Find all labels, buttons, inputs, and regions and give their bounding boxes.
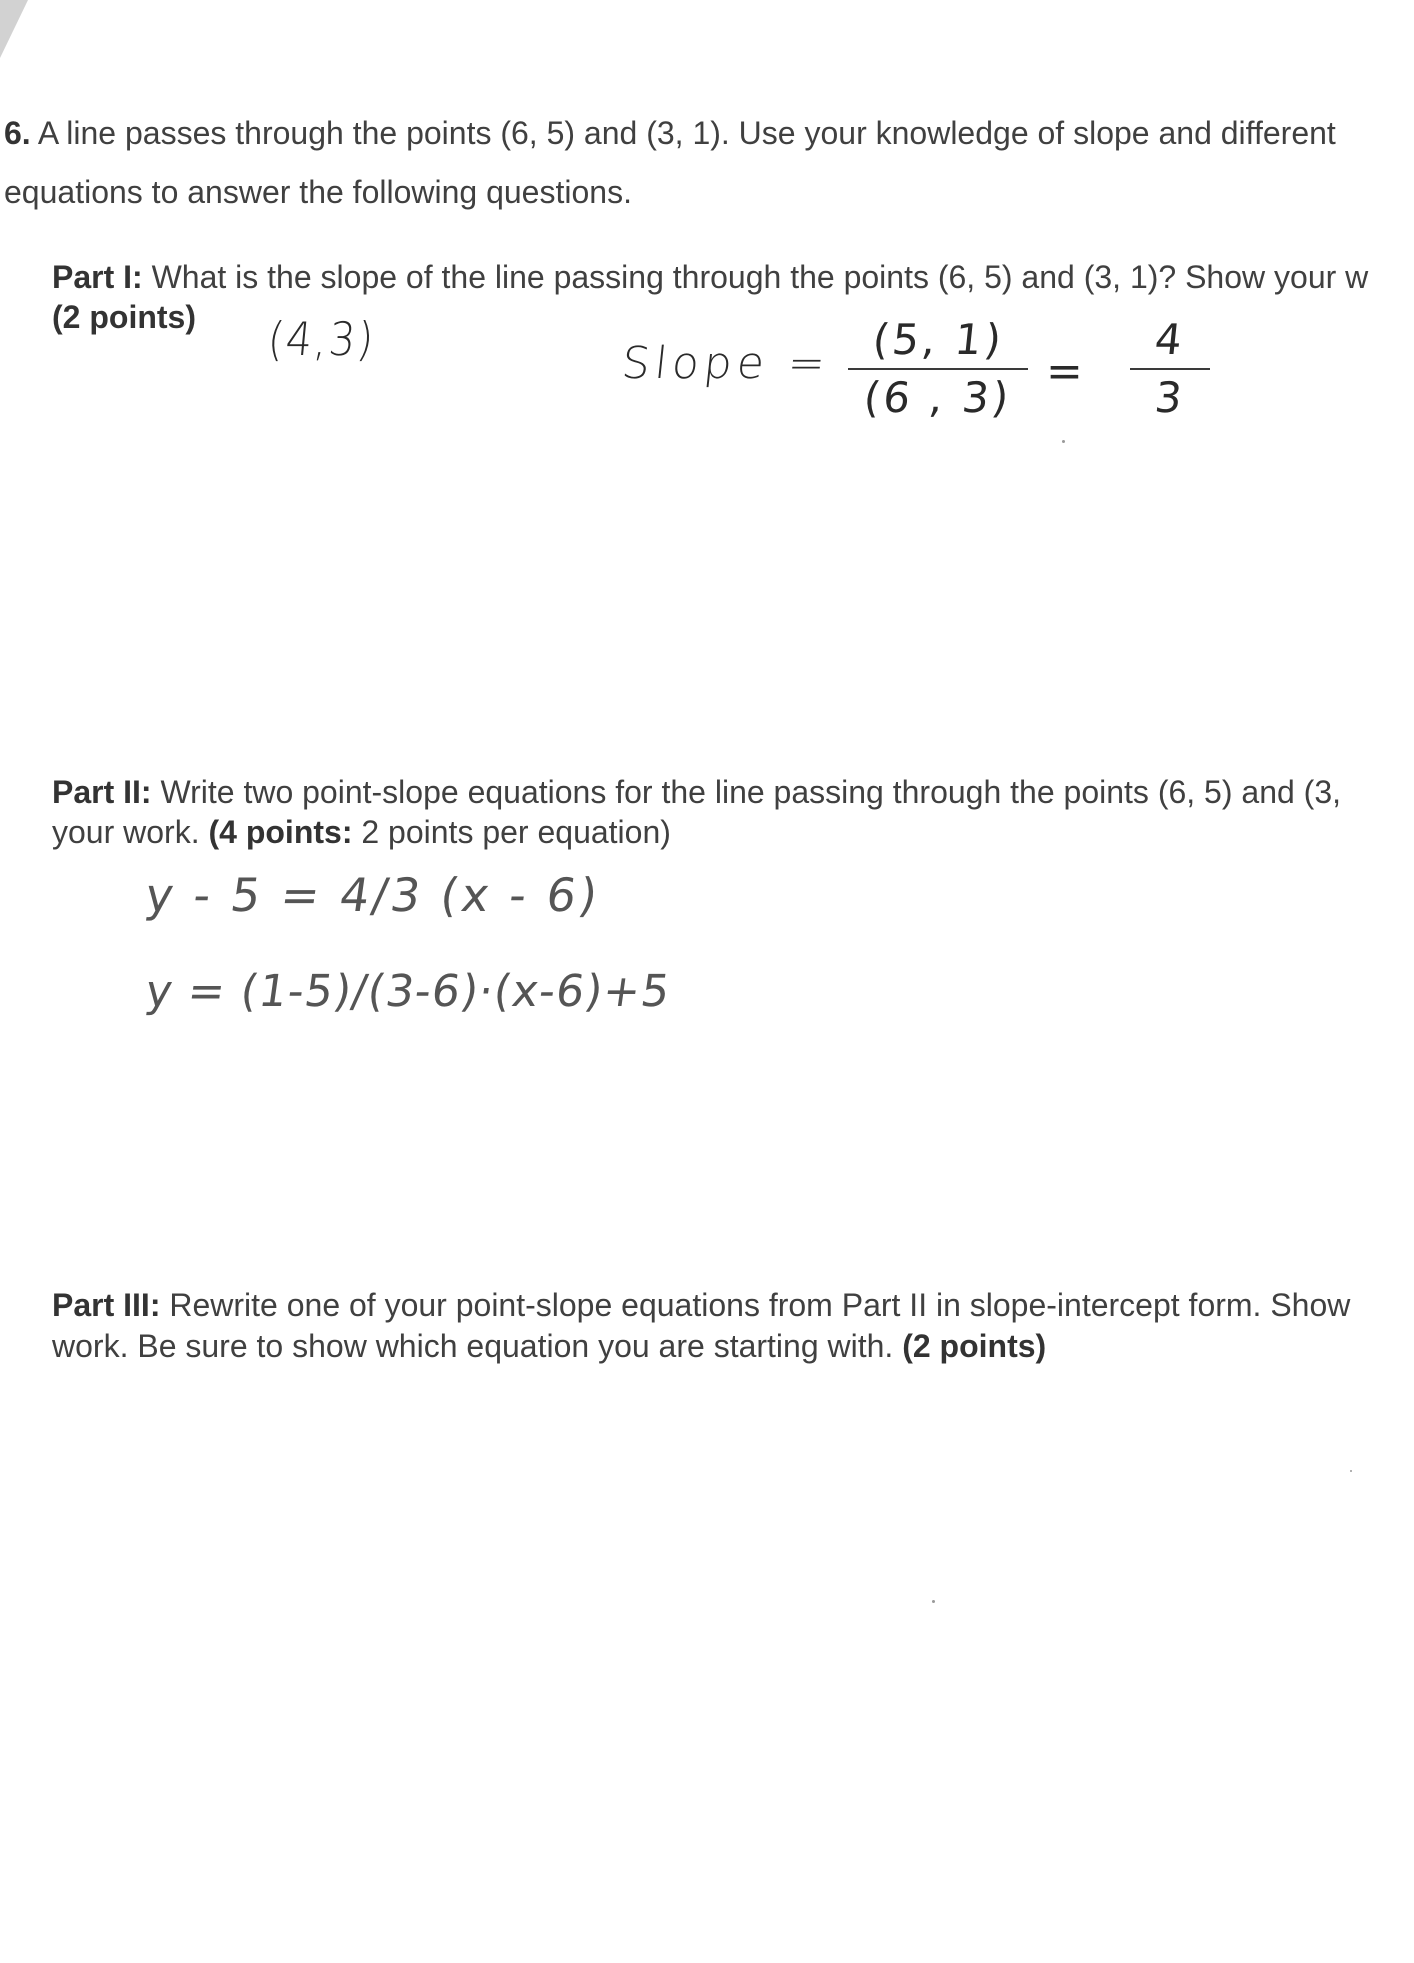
handwritten-equation-1: y - 5 = 4/3 (x - 6) bbox=[142, 868, 604, 922]
handwritten-equation-2: y = (1-5)/(3-6)·(x-6)+5 bbox=[142, 966, 674, 1017]
part-1-prompt bbox=[52, 257, 1368, 297]
question-line-2: equations to answer the following questions. bbox=[4, 174, 632, 210]
part-2-prompt bbox=[52, 772, 1341, 812]
part-1-text: What is the slope of the line passing through the points (6, 5) and (3, 1)? Show your w bbox=[151, 259, 1369, 295]
fraction-bar bbox=[848, 368, 1028, 370]
part-3-prompt bbox=[52, 1285, 1350, 1325]
slope-numerator: (5, 1) bbox=[870, 315, 1007, 364]
result-denominator: 3 bbox=[1152, 373, 1188, 422]
page-corner-fold bbox=[0, 0, 28, 58]
result-numerator: 4 bbox=[1152, 315, 1188, 364]
part-2-text: Write two point-slope equations for the line passing through the points (6, 5) and (3, bbox=[160, 774, 1342, 810]
handwritten-equals: = bbox=[1046, 346, 1083, 397]
handwritten-slope-label: Slope = bbox=[619, 338, 833, 389]
handwritten-point: (4,3) bbox=[265, 312, 378, 366]
part-3-text: Rewrite one of your point-slope equations from Part II in slope-intercept form. Show bbox=[169, 1287, 1351, 1323]
part-2-label: Part II: bbox=[52, 774, 152, 810]
slope-denominator: (6 , 3) bbox=[861, 373, 1015, 422]
scan-speck bbox=[932, 1600, 935, 1603]
handwritten-slope-fraction bbox=[848, 316, 1028, 422]
handwritten-slope-result bbox=[1130, 316, 1210, 422]
question-line-1 bbox=[4, 113, 1336, 153]
question-number: 6. bbox=[4, 115, 31, 151]
scan-speck bbox=[1350, 1470, 1352, 1472]
part-1-points: (2 points) bbox=[52, 299, 196, 335]
fraction-bar bbox=[1130, 368, 1210, 370]
part-2-prompt-line-2: your work. (4 points: 2 points per equation) bbox=[52, 814, 671, 850]
part-3-prompt-line-2: work. Be sure to show which equation you are starting with. (2 points) bbox=[52, 1328, 1047, 1364]
scan-speck bbox=[1062, 440, 1065, 443]
question-text-1: A line passes through the points (6, 5) and (3, 1). Use your knowledge of slope and different bbox=[37, 115, 1336, 151]
part-3-label: Part III: bbox=[52, 1287, 161, 1323]
part-1-label: Part I: bbox=[52, 259, 143, 295]
